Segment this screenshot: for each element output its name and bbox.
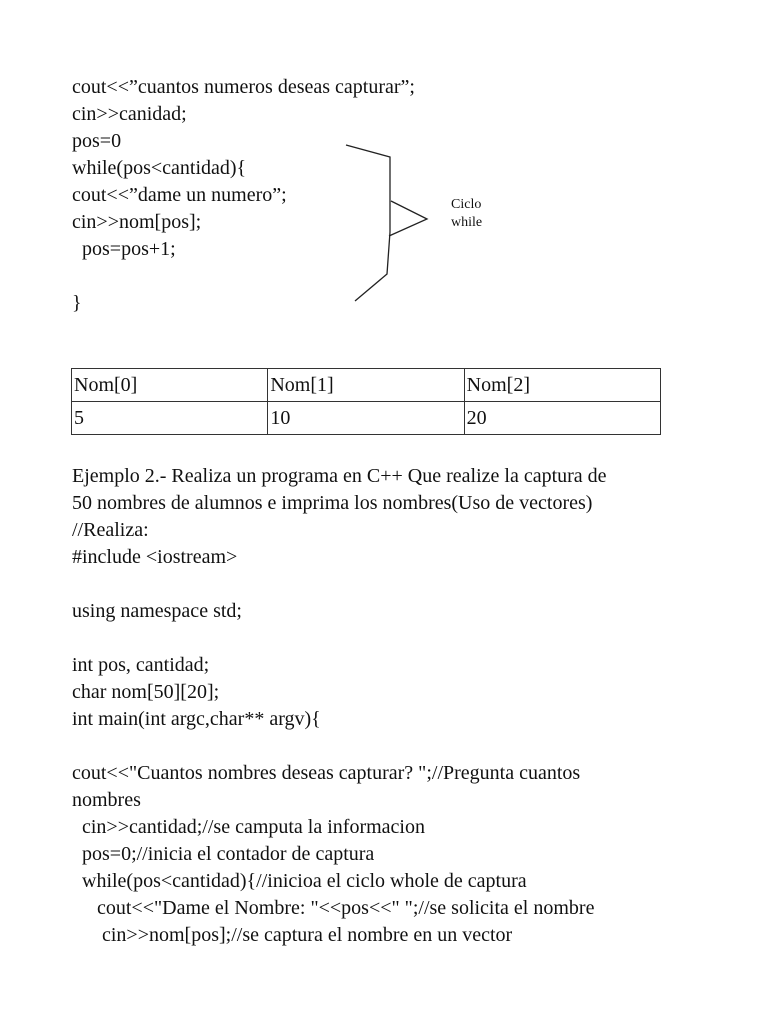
- code-line: while(pos<cantidad){: [72, 157, 247, 179]
- code-line: cin>>nom[pos];: [72, 211, 202, 233]
- code-line: cout<<”cuantos numeros deseas capturar”;: [72, 76, 415, 98]
- table-row: [72, 369, 661, 402]
- example-line: //Realiza:: [72, 519, 149, 541]
- example-line: using namespace std;: [72, 600, 242, 622]
- example-line: char nom[50][20];: [72, 681, 220, 703]
- example-line: cout<<"Cuantos nombres deseas capturar? ";//Pregunta cuantos: [72, 762, 581, 784]
- code-line: cout<<”dame un numero”;: [72, 184, 287, 206]
- example-line: pos=0;//inicia el contador de captura: [72, 843, 375, 865]
- example-line: cout<<"Dame el Nombre: "<<pos<<" ";//se solicita el nombre: [72, 897, 595, 919]
- table-header-cell: Nom[2]: [464, 369, 660, 402]
- table-header-cell: Nom[0]: [72, 369, 268, 402]
- vector-table: [71, 368, 661, 435]
- example-line: Ejemplo 2.- Realiza un programa en C++ Que realize la captura de: [72, 465, 607, 487]
- table-header-cell: Nom[1]: [268, 369, 464, 402]
- table-cell: 5: [72, 402, 268, 435]
- example-line: #include <iostream>: [72, 546, 238, 568]
- example-line: 50 nombres de alumnos e imprima los nombres(Uso de vectores): [72, 492, 593, 514]
- table-row: [72, 402, 661, 435]
- table-cell: 10: [268, 402, 464, 435]
- annotation-line: while: [451, 215, 483, 230]
- example-line: int main(int argc,char** argv){: [72, 708, 321, 730]
- code-line: }: [72, 292, 82, 314]
- code-line: pos=pos+1;: [72, 238, 176, 260]
- code-line: cin>>canidad;: [72, 103, 187, 125]
- code-line: pos=0: [72, 130, 122, 152]
- example-line: cin>>cantidad;//se camputa la informacion: [72, 816, 425, 838]
- annotation-line: Ciclo: [451, 197, 482, 212]
- example-line: while(pos<cantidad){//inicioa el ciclo whole de captura: [72, 870, 527, 892]
- example-line: int pos, cantidad;: [72, 654, 210, 676]
- example-line: cin>>nom[pos];//se captura el nombre en un vector: [72, 924, 513, 946]
- table-cell: 20: [464, 402, 660, 435]
- example-line: nombres: [72, 789, 141, 811]
